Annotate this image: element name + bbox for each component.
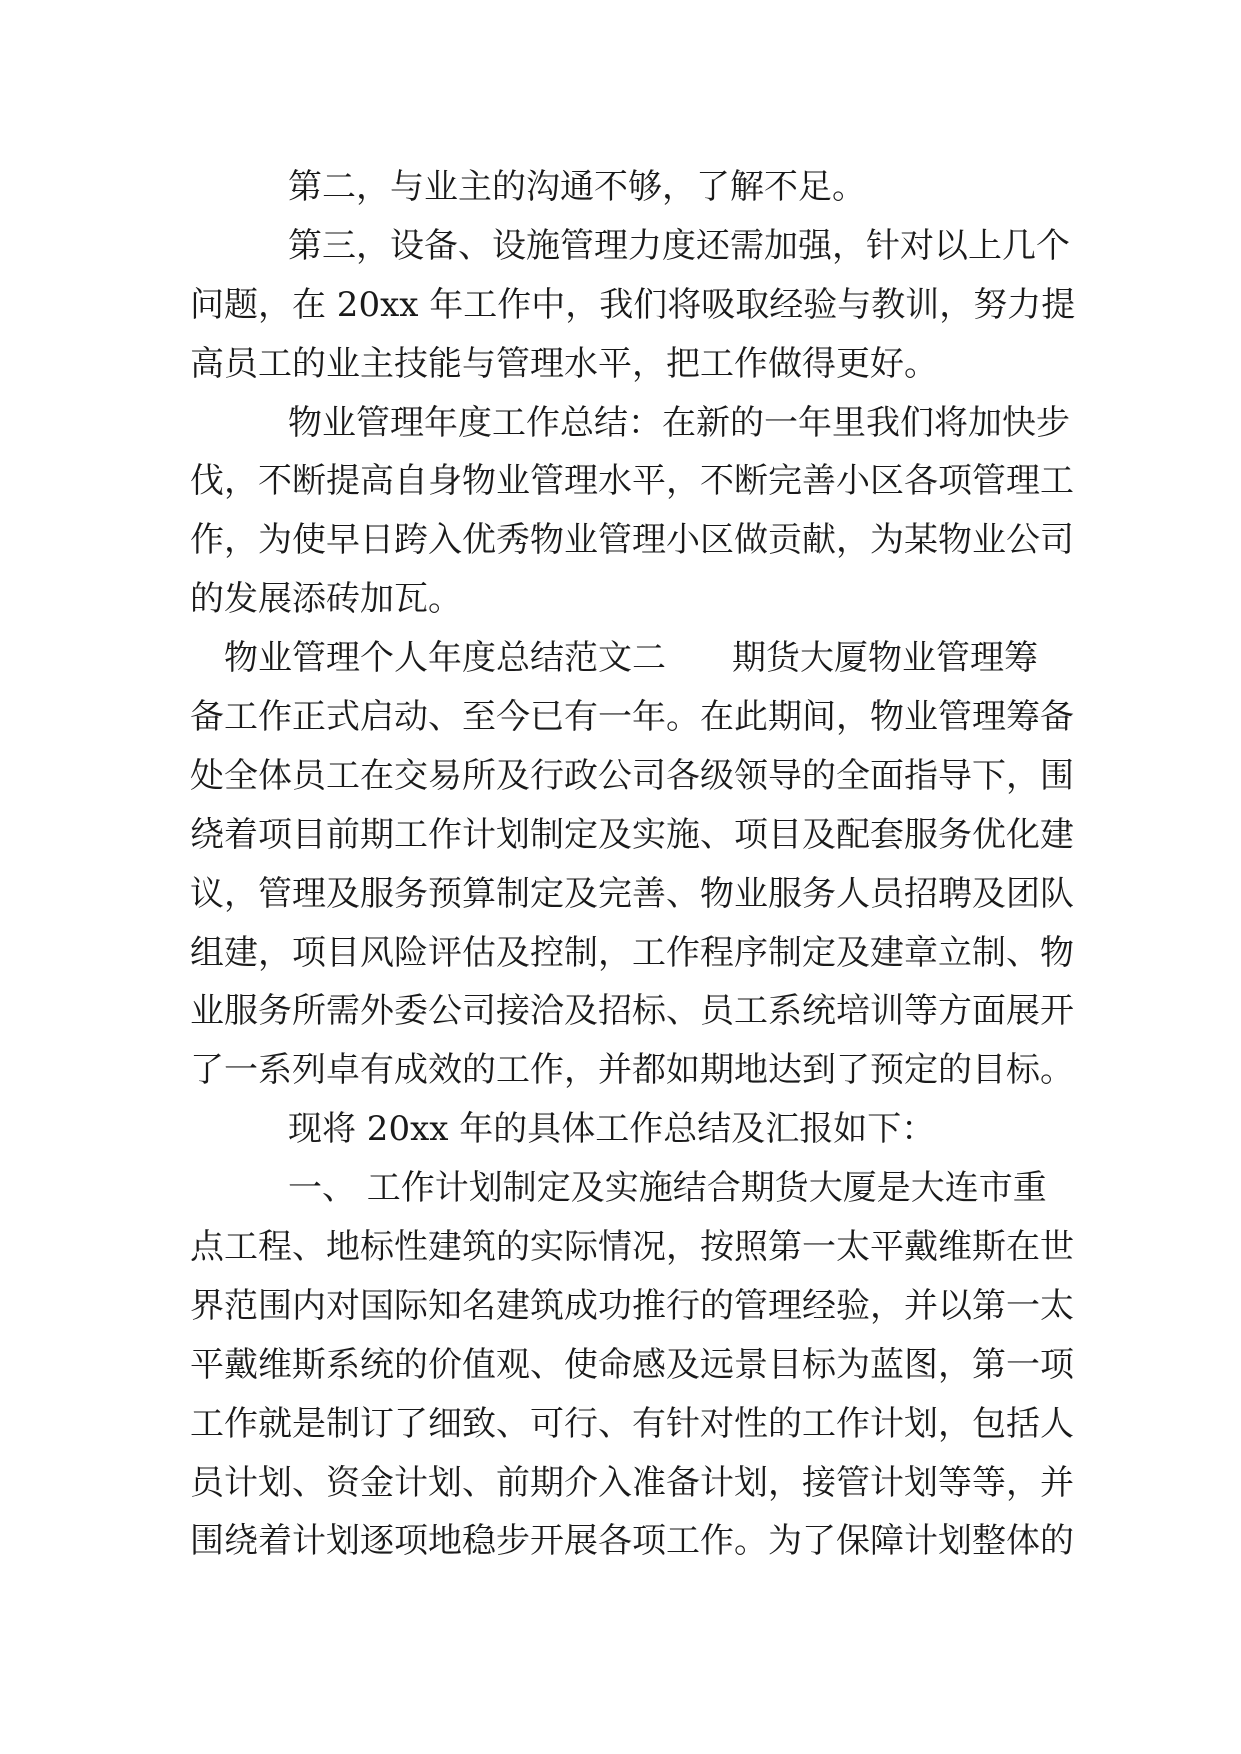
text-line: 界范围内对国际知名建筑成功推行的管理经验，并以第一太 [190, 1285, 1074, 1326]
text-line: 工作就是制订了细致、可行、有针对性的工作计划，包括人 [190, 1403, 1074, 1444]
text-line: 围绕着计划逐项地稳步开展各项工作。为了保障计划整体的 [190, 1521, 1074, 1562]
paragraph-start: 期货大厦物业管理筹 [732, 638, 1038, 679]
text-line: 伐，不断提高自身物业管理水平，不断完善小区各项管理工 [190, 461, 1074, 502]
text-line: 备工作正式启动、至今已有一年。在此期间，物业管理筹备 [190, 697, 1074, 738]
text-line: 了一系列卓有成效的工作，并都如期地达到了预定的目标。 [190, 1050, 1074, 1091]
body-text [190, 158, 1076, 1571]
text-line: 一、 工作计划制定及实施结合期货大厦是大连市重 [288, 1168, 1047, 1209]
text-line: 问题，在 20xx 年工作中，我们将吸取经验与教训，努力提 [190, 284, 1076, 325]
text-line: 第二，与业主的沟通不够，了解不足。 [288, 167, 866, 207]
text-line: 点工程、地标性建筑的实际情况，按照第一太平戴维斯在世 [190, 1227, 1074, 1268]
text-line: 处全体员工在交易所及行政公司各级领导的全面指导下，围 [190, 755, 1074, 796]
text-line: 第三，设备、设施管理力度还需加强，针对以上几个 [288, 225, 1070, 266]
text-line: 议，管理及服务预算制定及完善、物业服务人员招聘及团队 [190, 873, 1074, 914]
text-line: 员计划、资金计划、前期介入准备计划，接管计划等等，并 [190, 1462, 1074, 1503]
text-line: 高员工的业主技能与管理水平，把工作做得更好。 [190, 343, 938, 384]
text-line: 组建，项目风险评估及控制，工作程序制定及建章立制、物 [190, 932, 1074, 973]
text-line-with-heading [190, 629, 1056, 688]
text-line: 业服务所需外委公司接洽及招标、员工系统培训等方面展开 [190, 991, 1074, 1032]
text-line: 的发展添砖加瓦。 [190, 579, 462, 620]
section-heading: 物业管理个人年度总结范文二 [224, 638, 666, 679]
text-line: 作，为使早日跨入优秀物业管理小区做贡献，为某物业公司 [190, 520, 1074, 561]
text-line: 绕着项目前期工作计划制定及实施、项目及配套服务优化建 [190, 814, 1074, 855]
text-line: 平戴维斯系统的价值观、使命感及远景目标为蓝图，第一项 [190, 1344, 1074, 1385]
text-line: 现将 20xx 年的具体工作总结及汇报如下： [288, 1109, 936, 1150]
text-line: 物业管理年度工作总结：在新的一年里我们将加快步 [288, 402, 1070, 443]
